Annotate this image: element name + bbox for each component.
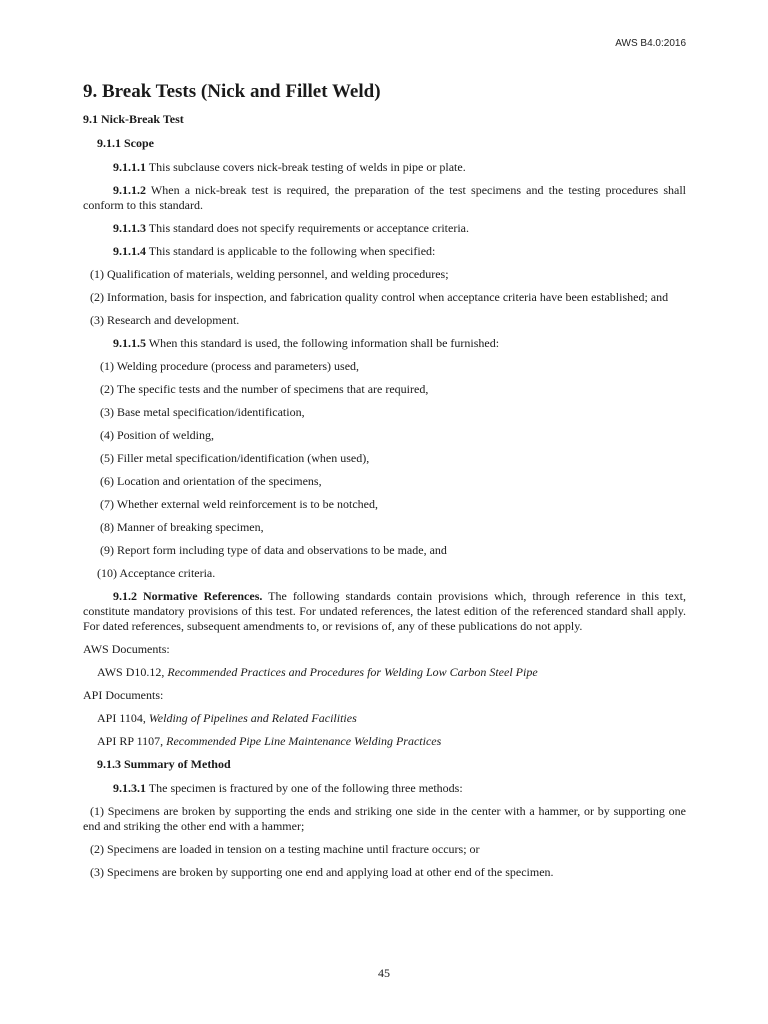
running-header: AWS B4.0:2016: [615, 38, 686, 49]
list-item: (3) Base metal specification/identification,: [100, 405, 305, 419]
page-number: 45: [378, 966, 390, 980]
list-item: (8) Manner of breaking specimen,: [100, 520, 264, 534]
paragraph-9-1-1-1: [83, 160, 686, 175]
reference-aws-d10-12: [83, 665, 686, 680]
list-item: (5) Filler metal specification/identification (when used),: [100, 451, 370, 465]
list-item: (2) The specific tests and the number of specimens that are required,: [100, 382, 429, 396]
clause-number: 9.1.1.1: [113, 160, 146, 174]
paragraph-9-1-1-2: [83, 183, 686, 213]
subsection-heading-9-1: 9.1 Nick-Break Test: [83, 112, 184, 126]
clause-number: 9.1.1.5: [113, 336, 146, 350]
list-item: (3) Specimens are broken by supporting one end and applying load at other end of the specimen.: [90, 865, 554, 879]
clause-text: When a nick-break test is required, the preparation of the test specimens and the testing procedures shall conform to this standard.: [83, 183, 686, 212]
reference-title: Recommended Pipe Line Maintenance Welding Practices: [166, 734, 442, 748]
api-documents-label: API Documents:: [83, 688, 164, 702]
clause-number: 9.1.1.4: [113, 244, 146, 258]
clause-text: The specimen is fractured by one of the following three methods:: [146, 781, 463, 795]
reference-title: Recommended Practices and Procedures for Welding Low Carbon Steel Pipe: [167, 665, 538, 679]
list-item: (10) Acceptance criteria.: [97, 566, 216, 580]
paragraph-9-1-1-3: [83, 221, 686, 236]
aws-documents-label: AWS Documents:: [83, 642, 170, 656]
reference-id: API RP 1107,: [97, 734, 167, 748]
list-item: (1) Welding procedure (process and parameters) used,: [100, 359, 360, 373]
subsection-heading-9-1-1: 9.1.1 Scope: [97, 136, 154, 150]
section-title: Break Tests (Nick and Fillet Weld): [102, 81, 381, 102]
clause-text: This standard does not specify requirements or acceptance criteria.: [146, 221, 469, 235]
list-item: (6) Location and orientation of the specimens,: [100, 474, 322, 488]
paragraph-9-1-3-1: [83, 781, 686, 796]
list-item: (7) Whether external weld reinforcement is to be notched,: [100, 497, 378, 511]
paragraph-9-1-2: [83, 589, 686, 634]
clause-text: This standard is applicable to the following when specified:: [146, 244, 436, 258]
list-item: (1) Qualification of materials, welding personnel, and welding procedures;: [90, 267, 449, 281]
clause-text: The following standards contain provisions which, through reference in this text, constitute mandatory provisions of this test. For undated references, the latest edition of the referenced standard shall apply. For dated references, subsequent amendments to, or revisions of, any of these publications do not apply.: [83, 589, 687, 633]
reference-title: Welding of Pipelines and Related Facilities: [148, 711, 357, 725]
section-heading: [83, 80, 686, 104]
clause-text: This subclause covers nick-break testing of welds in pipe or plate.: [146, 160, 466, 174]
reference-api-rp-1107: [83, 734, 686, 749]
reference-api-1104: [83, 711, 686, 726]
list-item: (2) Specimens are loaded in tension on a testing machine until fracture occurs; or: [90, 842, 480, 856]
section-number: 9.: [83, 81, 98, 102]
paragraph-9-1-1-4: [83, 244, 686, 259]
list-item: (2) Information, basis for inspection, and fabrication quality control when acceptance criteria have been established; and: [90, 290, 669, 304]
reference-id: AWS D10.12,: [97, 665, 168, 679]
clause-number: 9.1.1.2: [113, 183, 146, 197]
clause-number: 9.1.1.3: [113, 221, 146, 235]
clause-text: When this standard is used, the following information shall be furnished:: [146, 336, 500, 350]
list-item: (4) Position of welding,: [100, 428, 214, 442]
paragraph-9-1-1-5: [83, 336, 686, 351]
page-content: [83, 80, 686, 888]
list-item: (1) Specimens are broken by supporting the ends and striking one side in the center with a hammer, or by supporting one end and striking the other end with a hammer;: [83, 804, 686, 833]
list-item: (9) Report form including type of data and observations to be made, and: [100, 543, 447, 557]
clause-number: 9.1.3.1: [113, 781, 146, 795]
list-item: (3) Research and development.: [90, 313, 240, 327]
clause-heading: 9.1.2 Normative References.: [113, 589, 263, 603]
subsection-heading-9-1-3: 9.1.3 Summary of Method: [97, 757, 231, 771]
reference-id: API 1104,: [97, 711, 149, 725]
